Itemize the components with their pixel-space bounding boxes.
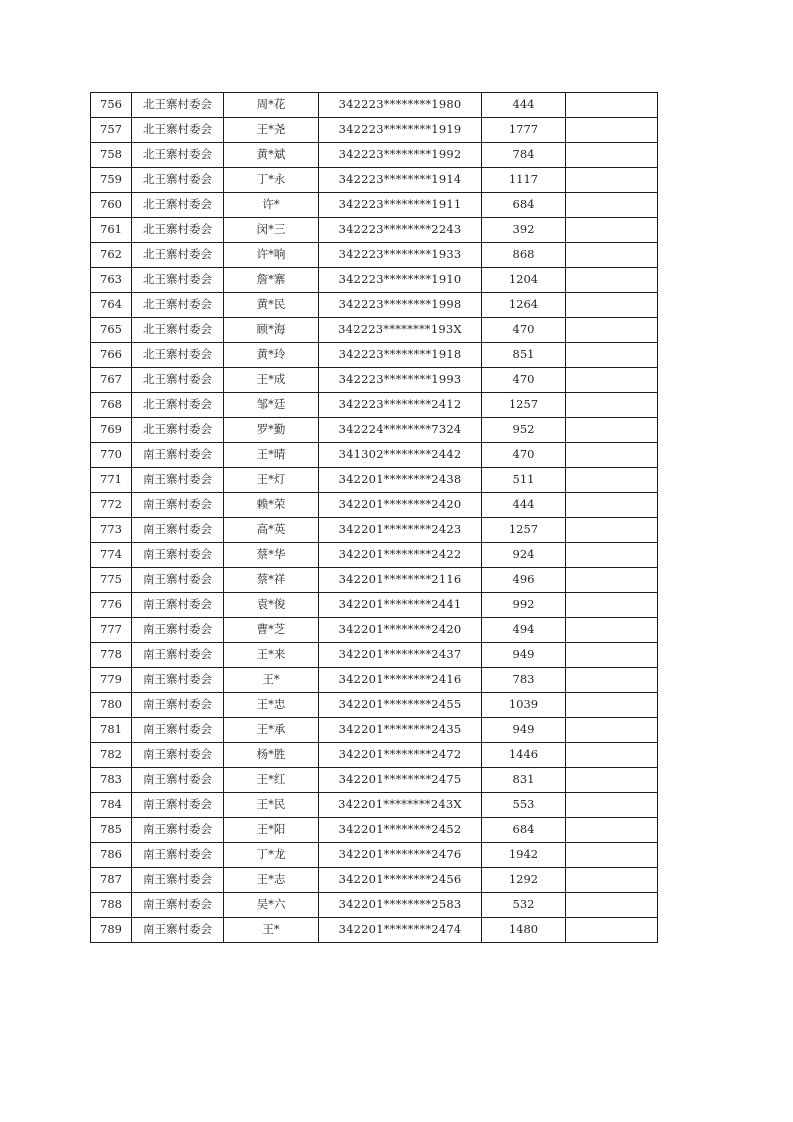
amount-cell: 444 bbox=[482, 493, 566, 518]
masked-id-number-cell: 342201********2420 bbox=[319, 493, 482, 518]
amount-cell: 496 bbox=[482, 568, 566, 593]
village-committee-cell: 南王寨村委会 bbox=[132, 918, 224, 943]
remark-empty-cell bbox=[566, 768, 658, 793]
amount-cell: 783 bbox=[482, 668, 566, 693]
sequence-number-cell: 777 bbox=[91, 618, 132, 643]
person-name-cell: 赖*荣 bbox=[224, 493, 319, 518]
masked-id-number-cell: 342223********1910 bbox=[319, 268, 482, 293]
person-name-cell: 王* bbox=[224, 668, 319, 693]
remark-empty-cell bbox=[566, 393, 658, 418]
masked-id-number-cell: 342201********2437 bbox=[319, 643, 482, 668]
table-row bbox=[91, 93, 658, 118]
village-committee-cell: 南王寨村委会 bbox=[132, 543, 224, 568]
sequence-number-cell: 764 bbox=[91, 293, 132, 318]
village-committee-cell: 北王寨村委会 bbox=[132, 93, 224, 118]
village-committee-cell: 北王寨村委会 bbox=[132, 268, 224, 293]
remark-empty-cell bbox=[566, 343, 658, 368]
village-committee-cell: 南王寨村委会 bbox=[132, 618, 224, 643]
sequence-number-cell: 767 bbox=[91, 368, 132, 393]
remark-empty-cell bbox=[566, 568, 658, 593]
person-name-cell: 黄*玲 bbox=[224, 343, 319, 368]
village-committee-cell: 北王寨村委会 bbox=[132, 243, 224, 268]
amount-cell: 494 bbox=[482, 618, 566, 643]
person-name-cell: 许* bbox=[224, 193, 319, 218]
table-row bbox=[91, 393, 658, 418]
table-row bbox=[91, 868, 658, 893]
masked-id-number-cell: 342201********2456 bbox=[319, 868, 482, 893]
sequence-number-cell: 783 bbox=[91, 768, 132, 793]
remark-empty-cell bbox=[566, 593, 658, 618]
sequence-number-cell: 760 bbox=[91, 193, 132, 218]
masked-id-number-cell: 342201********2583 bbox=[319, 893, 482, 918]
person-name-cell: 吴*六 bbox=[224, 893, 319, 918]
amount-cell: 470 bbox=[482, 318, 566, 343]
village-committee-cell: 北王寨村委会 bbox=[132, 393, 224, 418]
table-row bbox=[91, 168, 658, 193]
village-committee-cell: 南王寨村委会 bbox=[132, 468, 224, 493]
village-committee-cell: 南王寨村委会 bbox=[132, 768, 224, 793]
amount-cell: 444 bbox=[482, 93, 566, 118]
masked-id-number-cell: 342223********2412 bbox=[319, 393, 482, 418]
amount-cell: 1446 bbox=[482, 743, 566, 768]
masked-id-number-cell: 342223********1911 bbox=[319, 193, 482, 218]
masked-id-number-cell: 342201********2422 bbox=[319, 543, 482, 568]
sequence-number-cell: 759 bbox=[91, 168, 132, 193]
table-row bbox=[91, 793, 658, 818]
remark-empty-cell bbox=[566, 668, 658, 693]
table-row bbox=[91, 818, 658, 843]
person-name-cell: 黄*民 bbox=[224, 293, 319, 318]
person-name-cell: 王*忠 bbox=[224, 693, 319, 718]
remark-empty-cell bbox=[566, 468, 658, 493]
sequence-number-cell: 781 bbox=[91, 718, 132, 743]
village-committee-cell: 北王寨村委会 bbox=[132, 318, 224, 343]
amount-cell: 1257 bbox=[482, 518, 566, 543]
masked-id-number-cell: 342223********1980 bbox=[319, 93, 482, 118]
table-row bbox=[91, 593, 658, 618]
masked-id-number-cell: 342201********2474 bbox=[319, 918, 482, 943]
village-committee-cell: 南王寨村委会 bbox=[132, 793, 224, 818]
masked-id-number-cell: 342201********2441 bbox=[319, 593, 482, 618]
remark-empty-cell bbox=[566, 268, 658, 293]
amount-cell: 1264 bbox=[482, 293, 566, 318]
table-row bbox=[91, 243, 658, 268]
sequence-number-cell: 772 bbox=[91, 493, 132, 518]
masked-id-number-cell: 342201********2423 bbox=[319, 518, 482, 543]
masked-id-number-cell: 342224********7324 bbox=[319, 418, 482, 443]
village-committee-cell: 南王寨村委会 bbox=[132, 568, 224, 593]
village-committee-cell: 北王寨村委会 bbox=[132, 193, 224, 218]
remark-empty-cell bbox=[566, 118, 658, 143]
amount-cell: 952 bbox=[482, 418, 566, 443]
person-name-cell: 王*阳 bbox=[224, 818, 319, 843]
remark-empty-cell bbox=[566, 418, 658, 443]
amount-cell: 949 bbox=[482, 643, 566, 668]
amount-cell: 470 bbox=[482, 443, 566, 468]
person-name-cell: 袁*俊 bbox=[224, 593, 319, 618]
remark-empty-cell bbox=[566, 443, 658, 468]
person-name-cell: 顾*海 bbox=[224, 318, 319, 343]
table-row bbox=[91, 668, 658, 693]
sequence-number-cell: 782 bbox=[91, 743, 132, 768]
roster-table bbox=[90, 92, 658, 943]
sequence-number-cell: 788 bbox=[91, 893, 132, 918]
village-committee-cell: 南王寨村委会 bbox=[132, 843, 224, 868]
table-row bbox=[91, 768, 658, 793]
masked-id-number-cell: 342223********1919 bbox=[319, 118, 482, 143]
masked-id-number-cell: 342223********1992 bbox=[319, 143, 482, 168]
table-row bbox=[91, 368, 658, 393]
table-row bbox=[91, 218, 658, 243]
table-row bbox=[91, 843, 658, 868]
village-committee-cell: 南王寨村委会 bbox=[132, 643, 224, 668]
village-committee-cell: 南王寨村委会 bbox=[132, 493, 224, 518]
masked-id-number-cell: 342223********1918 bbox=[319, 343, 482, 368]
village-committee-cell: 南王寨村委会 bbox=[132, 743, 224, 768]
sequence-number-cell: 763 bbox=[91, 268, 132, 293]
person-name-cell: 丁*龙 bbox=[224, 843, 319, 868]
masked-id-number-cell: 342201********2472 bbox=[319, 743, 482, 768]
person-name-cell: 周*花 bbox=[224, 93, 319, 118]
table-row bbox=[91, 318, 658, 343]
village-committee-cell: 北王寨村委会 bbox=[132, 418, 224, 443]
table-row bbox=[91, 568, 658, 593]
amount-cell: 1480 bbox=[482, 918, 566, 943]
amount-cell: 868 bbox=[482, 243, 566, 268]
village-committee-cell: 北王寨村委会 bbox=[132, 143, 224, 168]
masked-id-number-cell: 341302********2442 bbox=[319, 443, 482, 468]
sequence-number-cell: 776 bbox=[91, 593, 132, 618]
masked-id-number-cell: 342201********2476 bbox=[319, 843, 482, 868]
sequence-number-cell: 778 bbox=[91, 643, 132, 668]
person-name-cell: 王*尧 bbox=[224, 118, 319, 143]
amount-cell: 532 bbox=[482, 893, 566, 918]
village-committee-cell: 南王寨村委会 bbox=[132, 443, 224, 468]
sequence-number-cell: 775 bbox=[91, 568, 132, 593]
sequence-number-cell: 786 bbox=[91, 843, 132, 868]
table-row bbox=[91, 493, 658, 518]
masked-id-number-cell: 342223********1998 bbox=[319, 293, 482, 318]
masked-id-number-cell: 342201********2455 bbox=[319, 693, 482, 718]
amount-cell: 1292 bbox=[482, 868, 566, 893]
table-row bbox=[91, 418, 658, 443]
person-name-cell: 高*英 bbox=[224, 518, 319, 543]
sequence-number-cell: 773 bbox=[91, 518, 132, 543]
remark-empty-cell bbox=[566, 718, 658, 743]
table-row bbox=[91, 193, 658, 218]
sequence-number-cell: 770 bbox=[91, 443, 132, 468]
person-name-cell: 王*民 bbox=[224, 793, 319, 818]
masked-id-number-cell: 342201********243X bbox=[319, 793, 482, 818]
table-row bbox=[91, 618, 658, 643]
table-row bbox=[91, 643, 658, 668]
amount-cell: 392 bbox=[482, 218, 566, 243]
sequence-number-cell: 774 bbox=[91, 543, 132, 568]
person-name-cell: 罗*勤 bbox=[224, 418, 319, 443]
sequence-number-cell: 784 bbox=[91, 793, 132, 818]
remark-empty-cell bbox=[566, 818, 658, 843]
remark-empty-cell bbox=[566, 693, 658, 718]
table-row bbox=[91, 893, 658, 918]
remark-empty-cell bbox=[566, 618, 658, 643]
remark-empty-cell bbox=[566, 518, 658, 543]
village-committee-cell: 南王寨村委会 bbox=[132, 593, 224, 618]
sequence-number-cell: 779 bbox=[91, 668, 132, 693]
masked-id-number-cell: 342201********2475 bbox=[319, 768, 482, 793]
table-row bbox=[91, 543, 658, 568]
table-row bbox=[91, 718, 658, 743]
sequence-number-cell: 768 bbox=[91, 393, 132, 418]
person-name-cell: 丁*永 bbox=[224, 168, 319, 193]
person-name-cell: 王*志 bbox=[224, 868, 319, 893]
sequence-number-cell: 785 bbox=[91, 818, 132, 843]
sequence-number-cell: 789 bbox=[91, 918, 132, 943]
masked-id-number-cell: 342201********2438 bbox=[319, 468, 482, 493]
remark-empty-cell bbox=[566, 918, 658, 943]
amount-cell: 851 bbox=[482, 343, 566, 368]
sequence-number-cell: 771 bbox=[91, 468, 132, 493]
village-committee-cell: 北王寨村委会 bbox=[132, 293, 224, 318]
masked-id-number-cell: 342201********2435 bbox=[319, 718, 482, 743]
masked-id-number-cell: 342223********1914 bbox=[319, 168, 482, 193]
remark-empty-cell bbox=[566, 793, 658, 818]
remark-empty-cell bbox=[566, 843, 658, 868]
masked-id-number-cell: 342223********1993 bbox=[319, 368, 482, 393]
amount-cell: 1257 bbox=[482, 393, 566, 418]
masked-id-number-cell: 342201********2420 bbox=[319, 618, 482, 643]
village-committee-cell: 南王寨村委会 bbox=[132, 668, 224, 693]
remark-empty-cell bbox=[566, 868, 658, 893]
sequence-number-cell: 757 bbox=[91, 118, 132, 143]
sequence-number-cell: 766 bbox=[91, 343, 132, 368]
sequence-number-cell: 758 bbox=[91, 143, 132, 168]
amount-cell: 992 bbox=[482, 593, 566, 618]
person-name-cell: 蔡*祥 bbox=[224, 568, 319, 593]
table-row bbox=[91, 918, 658, 943]
village-committee-cell: 南王寨村委会 bbox=[132, 518, 224, 543]
sequence-number-cell: 762 bbox=[91, 243, 132, 268]
amount-cell: 784 bbox=[482, 143, 566, 168]
table-row bbox=[91, 293, 658, 318]
village-committee-cell: 南王寨村委会 bbox=[132, 693, 224, 718]
sequence-number-cell: 756 bbox=[91, 93, 132, 118]
masked-id-number-cell: 342201********2452 bbox=[319, 818, 482, 843]
remark-empty-cell bbox=[566, 743, 658, 768]
roster-table-body bbox=[91, 93, 658, 943]
person-name-cell: 王*成 bbox=[224, 368, 319, 393]
remark-empty-cell bbox=[566, 193, 658, 218]
village-committee-cell: 北王寨村委会 bbox=[132, 118, 224, 143]
table-row bbox=[91, 693, 658, 718]
remark-empty-cell bbox=[566, 218, 658, 243]
amount-cell: 553 bbox=[482, 793, 566, 818]
amount-cell: 684 bbox=[482, 818, 566, 843]
person-name-cell: 闵*三 bbox=[224, 218, 319, 243]
sequence-number-cell: 761 bbox=[91, 218, 132, 243]
person-name-cell: 王*来 bbox=[224, 643, 319, 668]
amount-cell: 684 bbox=[482, 193, 566, 218]
table-row bbox=[91, 143, 658, 168]
remark-empty-cell bbox=[566, 493, 658, 518]
table-row bbox=[91, 343, 658, 368]
table-row bbox=[91, 443, 658, 468]
person-name-cell: 詹*寨 bbox=[224, 268, 319, 293]
person-name-cell: 许*响 bbox=[224, 243, 319, 268]
village-committee-cell: 北王寨村委会 bbox=[132, 368, 224, 393]
remark-empty-cell bbox=[566, 893, 658, 918]
amount-cell: 511 bbox=[482, 468, 566, 493]
remark-empty-cell bbox=[566, 93, 658, 118]
amount-cell: 949 bbox=[482, 718, 566, 743]
masked-id-number-cell: 342201********2116 bbox=[319, 568, 482, 593]
table-row bbox=[91, 118, 658, 143]
remark-empty-cell bbox=[566, 243, 658, 268]
remark-empty-cell bbox=[566, 643, 658, 668]
person-name-cell: 王*灯 bbox=[224, 468, 319, 493]
amount-cell: 831 bbox=[482, 768, 566, 793]
remark-empty-cell bbox=[566, 293, 658, 318]
village-committee-cell: 南王寨村委会 bbox=[132, 868, 224, 893]
village-committee-cell: 北王寨村委会 bbox=[132, 343, 224, 368]
person-name-cell: 王*红 bbox=[224, 768, 319, 793]
sequence-number-cell: 765 bbox=[91, 318, 132, 343]
person-name-cell: 邹*廷 bbox=[224, 393, 319, 418]
table-row bbox=[91, 268, 658, 293]
remark-empty-cell bbox=[566, 543, 658, 568]
person-name-cell: 王*晴 bbox=[224, 443, 319, 468]
village-committee-cell: 北王寨村委会 bbox=[132, 168, 224, 193]
table-row bbox=[91, 468, 658, 493]
person-name-cell: 黄*斌 bbox=[224, 143, 319, 168]
village-committee-cell: 北王寨村委会 bbox=[132, 218, 224, 243]
masked-id-number-cell: 342223********193X bbox=[319, 318, 482, 343]
table-row bbox=[91, 518, 658, 543]
person-name-cell: 王*承 bbox=[224, 718, 319, 743]
person-name-cell: 蔡*华 bbox=[224, 543, 319, 568]
amount-cell: 470 bbox=[482, 368, 566, 393]
village-committee-cell: 南王寨村委会 bbox=[132, 893, 224, 918]
masked-id-number-cell: 342201********2416 bbox=[319, 668, 482, 693]
amount-cell: 1942 bbox=[482, 843, 566, 868]
masked-id-number-cell: 342223********1933 bbox=[319, 243, 482, 268]
amount-cell: 1777 bbox=[482, 118, 566, 143]
remark-empty-cell bbox=[566, 318, 658, 343]
remark-empty-cell bbox=[566, 368, 658, 393]
person-name-cell: 王* bbox=[224, 918, 319, 943]
amount-cell: 1117 bbox=[482, 168, 566, 193]
amount-cell: 1204 bbox=[482, 268, 566, 293]
sequence-number-cell: 787 bbox=[91, 868, 132, 893]
remark-empty-cell bbox=[566, 168, 658, 193]
village-committee-cell: 南王寨村委会 bbox=[132, 818, 224, 843]
sequence-number-cell: 769 bbox=[91, 418, 132, 443]
amount-cell: 924 bbox=[482, 543, 566, 568]
remark-empty-cell bbox=[566, 143, 658, 168]
person-name-cell: 曹*芝 bbox=[224, 618, 319, 643]
village-committee-cell: 南王寨村委会 bbox=[132, 718, 224, 743]
amount-cell: 1039 bbox=[482, 693, 566, 718]
table-row bbox=[91, 743, 658, 768]
sequence-number-cell: 780 bbox=[91, 693, 132, 718]
masked-id-number-cell: 342223********2243 bbox=[319, 218, 482, 243]
person-name-cell: 杨*胜 bbox=[224, 743, 319, 768]
